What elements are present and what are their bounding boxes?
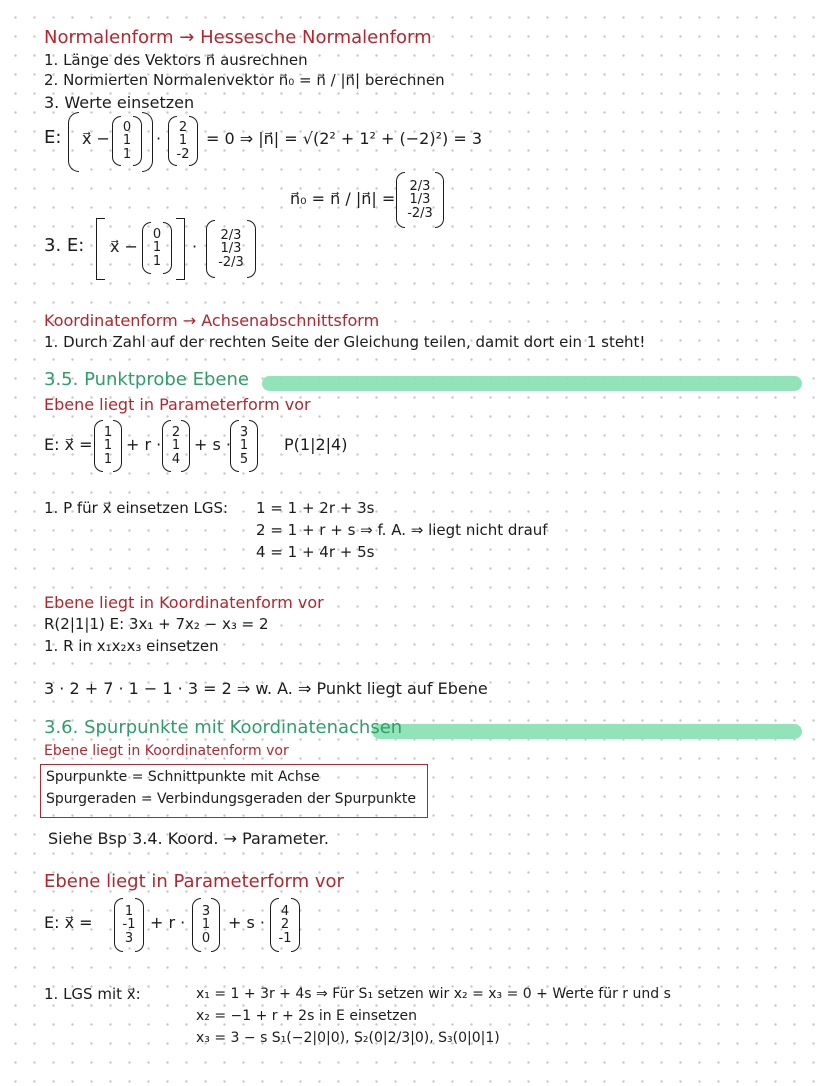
vector-entry: 2 bbox=[178, 119, 188, 135]
vector-entry: 1 bbox=[201, 917, 211, 933]
section-heading-achsenabschnitt: Koordinatenform → Achsenabschnittsform bbox=[44, 311, 380, 330]
bracket-right bbox=[176, 218, 185, 280]
vector bbox=[166, 420, 186, 472]
vector-entry: 2 bbox=[280, 917, 290, 933]
highlight-bar bbox=[372, 724, 802, 739]
vector-entry: -1 bbox=[278, 930, 292, 946]
vector-entry: 1 bbox=[152, 253, 162, 269]
vector-entry: 1 bbox=[124, 903, 134, 919]
plus-r: + r · bbox=[150, 913, 186, 932]
vector bbox=[210, 220, 252, 278]
definition-text: Spurpunkte = Schnittpunkte mit Achse bbox=[46, 769, 320, 785]
dot: · bbox=[192, 237, 198, 256]
step-text: 1. Durch Zahl auf der rechten Seite der Gleichung teilen, damit dort ein 1 steht! bbox=[44, 333, 646, 351]
lgs-row: x₃ = 3 − s S₁(−2|0|0), S₂(0|2/3|0), S₃(0|0|1) bbox=[196, 1030, 500, 1046]
plus-s: + s · bbox=[194, 435, 231, 454]
definition-text: Spurgeraden = Verbindungsgeraden der Spurpunkte bbox=[46, 791, 416, 807]
lgs-row: 2 = 1 + r + s ⇒ f. A. ⇒ liegt nicht drauf bbox=[256, 521, 548, 539]
lgs-label: 1. P für x⃗ einsetzen LGS: bbox=[44, 499, 229, 517]
lgs-label: 1. LGS mit x⃗: bbox=[44, 985, 141, 1003]
vector-entry: 1 bbox=[178, 133, 188, 149]
lgs-row: 4 = 1 + 4r + 5s bbox=[256, 543, 375, 561]
plus-r: + r · bbox=[126, 435, 162, 454]
vector-entry: 0 bbox=[122, 119, 132, 135]
eq-prefix: 3. E: bbox=[44, 235, 85, 256]
point-p: P(1|2|4) bbox=[284, 435, 348, 454]
vector-entry: 1/3 bbox=[409, 192, 431, 208]
bracket-left bbox=[96, 218, 105, 280]
section-title-spurpunkte: 3.6. Spurpunkte mit Koordinatenachsen bbox=[44, 717, 403, 738]
vector-entry: -2 bbox=[176, 146, 190, 162]
vector-entry: 3 bbox=[239, 424, 249, 440]
subheading: Ebene liegt in Parameterform vor bbox=[44, 871, 344, 892]
vector-entry: 1 bbox=[103, 438, 113, 454]
plus-s: + s · bbox=[228, 913, 265, 932]
n0-lhs: n⃗₀ = n⃗ / |n⃗| = bbox=[290, 189, 396, 208]
point-and-plane: R(2|1|1) E: 3x₁ + 7x₂ − x₃ = 2 bbox=[44, 615, 269, 633]
vector-entry: 0 bbox=[201, 930, 211, 946]
vector-entry: 0 bbox=[152, 226, 162, 242]
vector-entry: 2/3 bbox=[220, 227, 242, 243]
vector-entry: -2/3 bbox=[407, 205, 433, 221]
vector bbox=[274, 898, 296, 952]
vector bbox=[172, 116, 194, 166]
bracket-right bbox=[142, 112, 153, 172]
subheading: Ebene liegt in Parameterform vor bbox=[44, 395, 311, 414]
vector bbox=[98, 420, 118, 472]
vector-entry: 1 bbox=[239, 438, 249, 454]
vector bbox=[146, 222, 168, 274]
subheading: Ebene liegt in Koordinatenform vor bbox=[44, 743, 289, 759]
vector-entry: 2/3 bbox=[409, 178, 431, 194]
vector-entry: 1/3 bbox=[220, 241, 242, 257]
eq-prefix: E: x⃗ = bbox=[44, 913, 93, 932]
vector bbox=[196, 898, 216, 952]
vector-entry: 3 bbox=[201, 903, 211, 919]
step-text: 1. Länge des Vektors n⃗ ausrechnen bbox=[44, 51, 308, 69]
vector-entry: 1 bbox=[103, 424, 113, 440]
lgs-row: 1 = 1 + 2r + 3s bbox=[256, 499, 375, 517]
vector-entry: 4 bbox=[280, 903, 290, 919]
vector-entry: 1 bbox=[122, 133, 132, 149]
subheading: Ebene liegt in Koordinatenform vor bbox=[44, 593, 324, 612]
vector bbox=[118, 898, 140, 952]
vector-entry: 5 bbox=[239, 451, 249, 467]
vector-entry: -1 bbox=[122, 917, 136, 933]
vector-entry: 3 bbox=[124, 930, 134, 946]
reference-text: Siehe Bsp 3.4. Koord. → Parameter. bbox=[48, 829, 329, 848]
vector-entry: 1 bbox=[122, 146, 132, 162]
vector-entry: 1 bbox=[103, 451, 113, 467]
eq-x: x⃗ − bbox=[110, 237, 138, 256]
vector-entry: 1 bbox=[171, 438, 181, 454]
eq-prefix: E: x⃗ = bbox=[44, 435, 93, 454]
vector bbox=[116, 116, 138, 166]
highlight-bar bbox=[262, 376, 802, 391]
step-text: 1. R in x₁x₂x₃ einsetzen bbox=[44, 637, 219, 655]
calculation: 3 · 2 + 7 · 1 − 1 · 3 = 2 ⇒ w. A. ⇒ Punkt liegt auf Ebene bbox=[44, 679, 488, 698]
step-text: 3. Werte einsetzen bbox=[44, 93, 195, 112]
vector bbox=[400, 172, 440, 228]
lgs-row: x₂ = −1 + r + 2s in E einsetzen bbox=[196, 1008, 417, 1024]
dot: · bbox=[156, 129, 162, 148]
vector bbox=[234, 420, 254, 472]
vector-entry: 4 bbox=[171, 451, 181, 467]
lgs-row: x₁ = 1 + 3r + 4s ⇒ Für S₁ setzen wir x₂ = x₃ = 0 + Werte für r und s bbox=[196, 986, 671, 1002]
section-heading-hesse: Normalenform → Hessesche Normalenform bbox=[44, 27, 432, 48]
bracket-left bbox=[68, 112, 79, 172]
section-title-punktprobe: 3.5. Punktprobe Ebene bbox=[44, 369, 249, 390]
vector-entry: 2 bbox=[171, 424, 181, 440]
step-text: 2. Normierten Normalenvektor n⃗₀ = n⃗ / |n⃗| berechnen bbox=[44, 71, 445, 89]
vector-entry: 1 bbox=[152, 240, 162, 256]
eq-x: x⃗ − bbox=[82, 129, 110, 148]
eq-prefix: E: bbox=[44, 127, 62, 148]
eq-rest: = 0 ⇒ |n⃗| = √(2² + 1² + (−2)²) = 3 bbox=[206, 129, 483, 148]
vector-entry: -2/3 bbox=[218, 254, 244, 270]
